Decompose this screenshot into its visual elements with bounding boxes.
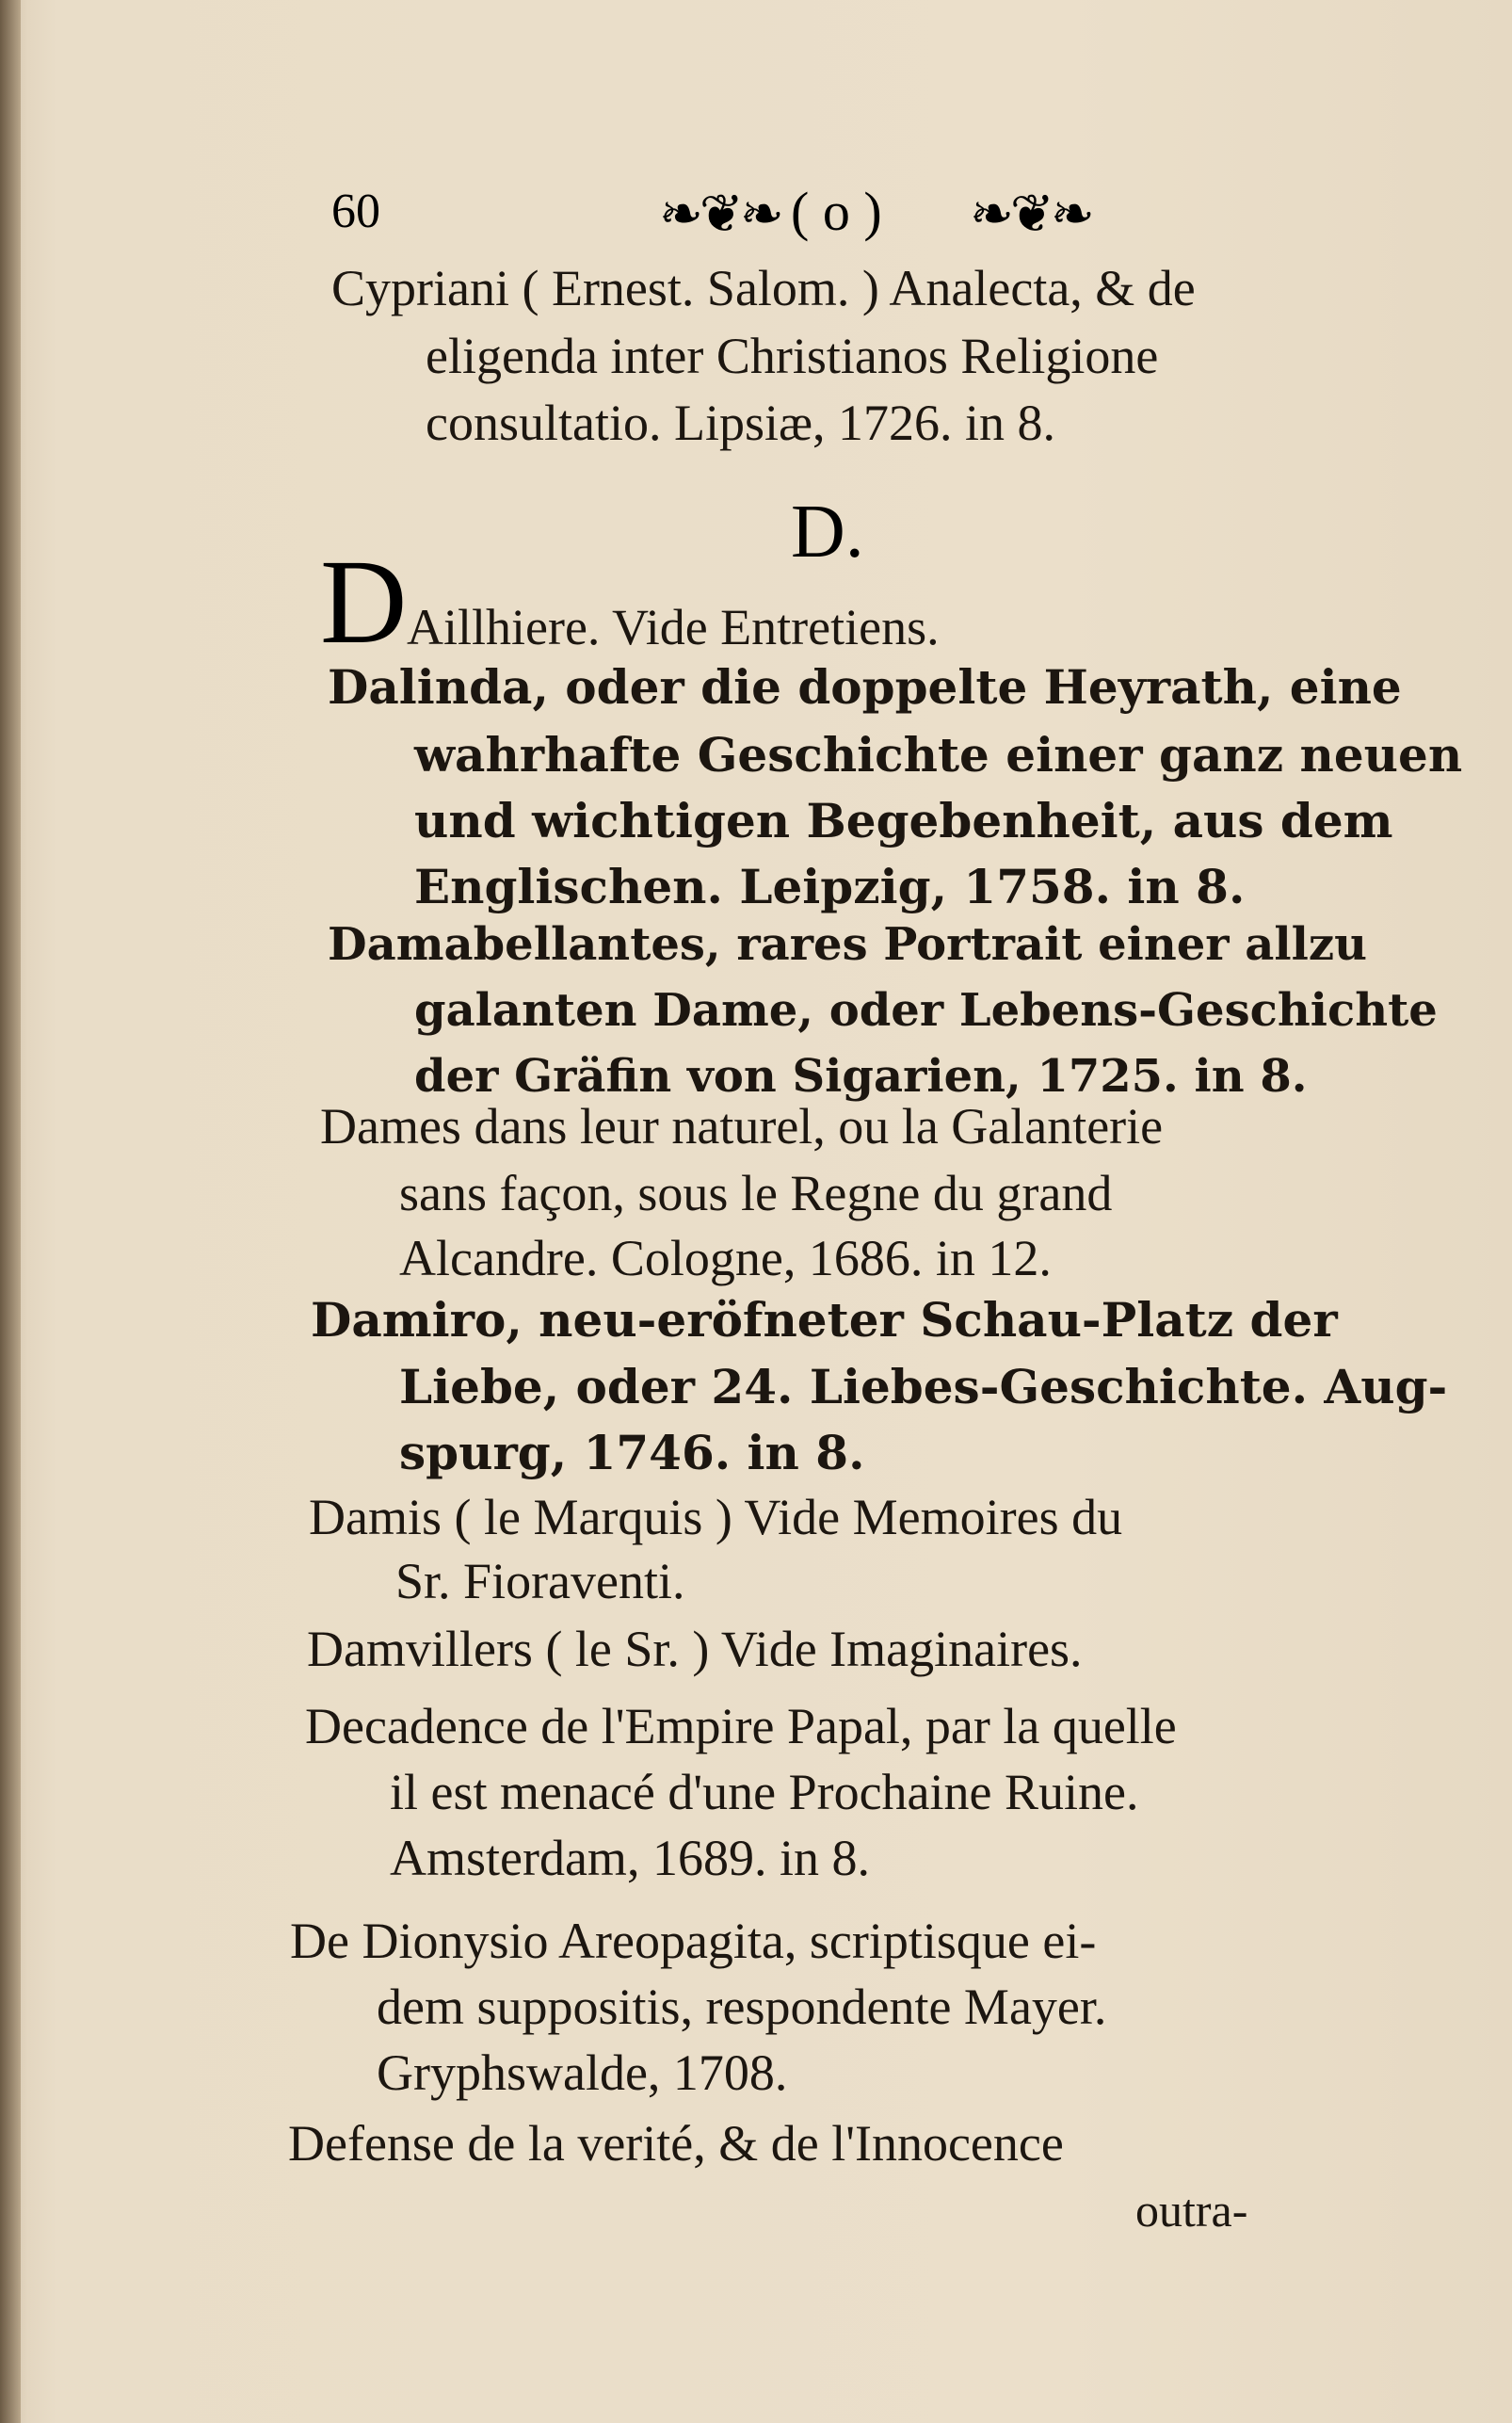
entry-line: Dames dans leur naturel, ou la Galanterie [320,1098,1164,1155]
center-mark: ( o ) [791,181,882,242]
entry-line: Damabellantes, rares Portrait einer allzu [328,918,1368,971]
entry-line: consultatio. Lipsiæ, 1726. in 8. [426,395,1055,451]
entry-line: Sr. Fioraventi. [395,1553,685,1609]
entry-line: Defense de la verité, & de l'Innocence [288,2115,1064,2172]
entry-line: der Gräfin von Sigarien, 1725. in 8. [414,1050,1308,1103]
entry-line: Alcandre. Cologne, 1686. in 12. [399,1230,1052,1286]
catchword: outra- [1135,2184,1248,2237]
entry-line: spurg, 1746. in 8. [399,1425,865,1480]
entry-line: il est menacé d'une Prochaine Ruine. [390,1764,1139,1820]
entry-line: Damiro, neu-eröfneter Schau-Platz der [311,1292,1338,1348]
entry-line: und wichtigen Begebenheit, aus dem [414,793,1393,848]
entry-line: Decadence de l'Empire Papal, par la quelle [305,1698,1177,1754]
ornament-left-icon: ❧❦❧ [659,184,780,245]
entry-line: sans façon, sous le Regne du grand [399,1165,1113,1221]
entry-line: Liebe, oder 24. Liebes-Geschichte. Aug- [399,1359,1448,1414]
entry-line: Damvillers ( le Sr. ) Vide Imaginaires. [307,1621,1083,1677]
entry-line: De Dionysio Areopagita, scriptisque ei- [290,1913,1097,1969]
entry-line: eligenda inter Christianos Religione [426,328,1159,384]
entry-line: Englischen. Leipzig, 1758. in 8. [414,859,1246,914]
ornament-right-icon: ❧❦❧ [970,184,1091,245]
drop-cap: D [320,535,408,669]
entry-line: galanten Dame, oder Lebens-Geschichte [414,984,1438,1037]
section-heading: D. [791,491,864,573]
entry-line: Cypriani ( Ernest. Salom. ) Analecta, & de [331,260,1196,316]
entry-line: Damis ( le Marquis ) Vide Memoires du [309,1489,1123,1545]
entry-line: wahrhafte Geschichte einer ganz neuen [414,727,1463,783]
page-gutter [0,0,21,2423]
running-header [320,181,1167,250]
entry-line: Dalinda, oder die doppelte Heyrath, eine [328,659,1402,715]
entry-line: Gryphswalde, 1708. [377,2044,788,2101]
entry-line: dem suppositis, respondente Mayer. [377,1979,1107,2035]
entry-line: Aillhiere. Vide Entretiens. [407,599,940,655]
entry-line: Amsterdam, 1689. in 8. [390,1830,870,1886]
page-number: 60 [331,185,380,238]
